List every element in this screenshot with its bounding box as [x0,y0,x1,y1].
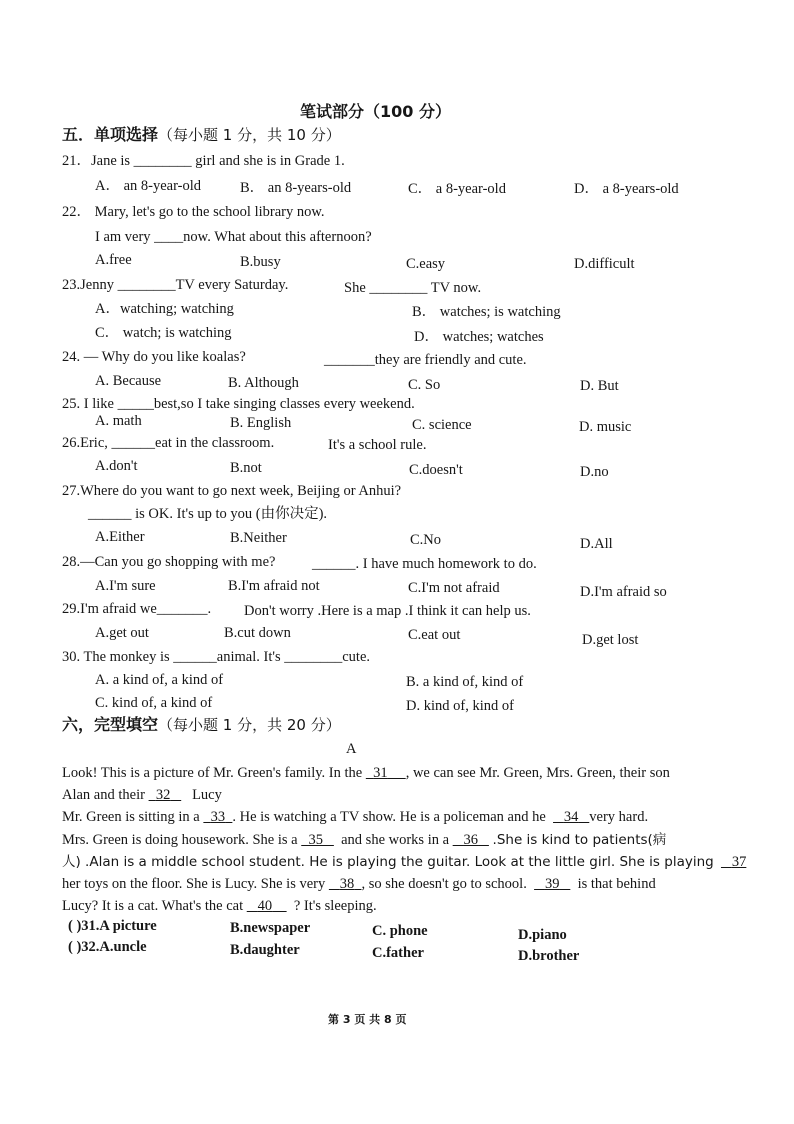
blank-38: 38 [339,876,355,892]
q26-option-d: D.no [580,464,609,480]
question-22: 22． Mary, let's go to the school library now. [62,204,325,220]
question-29: 29.I'm afraid we_______. [62,601,212,617]
passage-line-7 [62,897,377,915]
q26-option-c: C.doesn't [409,462,463,478]
q29-option-b: B.cut down [224,625,291,641]
q25-option-a: A. math [95,413,142,429]
q32-option-d: D.brother [518,948,580,964]
q27-option-d: D.All [580,536,613,552]
section-5-note: （每小题 1 分，共 10 分） [158,126,341,144]
q26-option-b: B.not [230,460,262,476]
passage-text: Mr. Green is sitting in a [62,809,200,825]
blank-36: 36 [463,832,479,848]
section-6-note: （每小题 1 分，共 20 分） [158,716,341,734]
blank-34: 34 [563,809,579,825]
section-5-title: 五．单项选择 [62,125,159,144]
passage-line-2 [62,786,222,804]
q21-option-d: D． a 8-years-old [574,181,679,197]
passage-label: A [346,741,357,757]
q29-option-c: C.eat out [408,627,461,643]
passage-text: Look! This is a picture of Mr. Green's family. In the [62,765,363,781]
q30-option-a: A. a kind of, a kind of [95,672,224,688]
q32-option-c: C.father [372,945,424,961]
passage-text: , so she doesn't go to school. [361,876,527,892]
question-22-line2: I am very ____now. What about this afternoon? [95,229,372,245]
q31-option-d: D.piano [518,927,567,943]
passage-line-3 [62,808,648,826]
passage-text: very hard. [589,809,649,825]
q23-option-a: A．watching; watching [95,301,234,317]
question-23: 23.Jenny ________TV every Saturday. [62,277,289,293]
question-30: 30. The monkey is ______animal. It's ________cute. [62,649,371,665]
section-6-title: 六，完型填空 [62,715,159,734]
passage-text: 人) .Alan is a middle school student. He is playing the guitar. Look at the little girl. She is playing [62,854,714,870]
q28-option-b: B.I'm afraid not [228,578,320,594]
question-28-line2: ______. I have much homework to do. [312,556,537,572]
passage-text: ? It's sleeping. [293,898,377,914]
blank-35: 35 [308,832,323,848]
passage-text: Mrs. Green is doing housework. She is a [62,832,298,848]
question-27-line2: ______ is OK. It's up to you (由你决定). [88,506,328,522]
question-29-line2: Don't worry .Here is a map .I think it can help us. [244,603,531,619]
question-27: 27.Where do you want to go next week, Beijing or Anhui? [62,483,402,499]
passage-text: is that behind [577,876,656,892]
q25-option-c: C. science [412,417,472,433]
q23-option-d: D． watches; watches [414,329,544,345]
q24-option-d: D. But [580,378,619,394]
q21-option-c: C． a 8-year-old [408,181,506,197]
q32-option-b: B.daughter [230,942,300,958]
passage-line-5 [62,853,746,871]
passage-text: Lucy? It is a cat. What's the cat [62,898,244,914]
question-24-line2: _______they are friendly and cute. [324,352,527,368]
question-25: 25. I like _____best,so I take singing classes every weekend. [62,396,415,412]
q25-option-d: D. music [579,419,632,435]
blank-33: 33 [210,809,226,825]
blank-32: 32 [155,787,171,803]
q30-option-d: D. kind of, kind of [406,698,514,714]
q22-option-b: B.busy [240,254,281,270]
page-title: 笔试部分（100 分） [300,102,451,121]
q28-option-d: D.I'm afraid so [580,584,667,600]
blank-40: 40 [257,898,273,914]
q24-option-b: B. Although [228,375,299,391]
blank-39: 39 [544,876,560,892]
question-28: 28.—Can you go shopping with me? [62,554,276,570]
blank-37: 37 [731,854,747,870]
q27-option-b: B.Neither [230,530,287,546]
q26-option-a: A.don't [95,458,138,474]
q30-option-c: C. kind of, a kind of [95,695,213,711]
q22-option-a: A.free [95,252,132,268]
passage-text: Lucy [192,787,222,803]
q21-option-a: A． an 8-year-old [95,178,202,194]
passage-text: and she works in a [341,832,450,848]
section-6-heading [62,716,341,734]
passage-line-4 [62,831,666,849]
question-21: 21．Jane is ________ girl and she is in Grade 1. [62,153,345,169]
q23-option-b: B． watches; is watching [412,304,561,320]
q22-option-c: C.easy [406,256,446,272]
page-footer: 第 3 页 共 8 页 [328,1013,407,1026]
q29-option-d: D.get lost [582,632,639,648]
q32-label: ( )32.A.uncle [68,939,147,955]
passage-text: .She is kind to patients(病 [492,832,667,848]
blank-31: 31 [373,765,388,781]
q24-option-a: A. Because [95,373,162,389]
question-26: 26.Eric, ______eat in the classroom. [62,435,275,451]
passage-text: her toys on the floor. She is Lucy. She is very [62,876,326,892]
passage-line-1 [62,764,670,782]
passage-text: . He is watching a TV show. He is a policeman and he [232,809,546,825]
q31-option-c: C. phone [372,923,428,939]
question-24: 24. — Why do you like koalas? [62,349,246,365]
q24-option-c: C. So [408,377,441,393]
question-23-line2: She ________ TV now. [344,280,482,296]
q22-option-d: D.difficult [574,256,635,272]
q31-option-b: B.newspaper [230,920,311,936]
passage-line-6 [62,875,656,893]
passage-text: , we can see Mr. Green, Mrs. Green, their son [405,765,670,781]
q27-option-c: C.No [410,532,442,548]
q29-option-a: A.get out [95,625,149,641]
q30-option-b: B. a kind of, kind of [406,674,524,690]
q31-label: ( )31.A picture [68,918,157,934]
q23-option-c: C． watch; is watching [95,325,232,341]
section-5-heading [62,126,341,144]
q25-option-b: B. English [230,415,292,431]
question-26-line2: It's a school rule. [328,437,427,453]
passage-text: Alan and their [62,787,145,803]
q28-option-a: A.I'm sure [95,578,156,594]
q28-option-c: C.I'm not afraid [408,580,500,596]
q21-option-b: B． an 8-years-old [240,180,352,196]
q27-option-a: A.Either [95,529,145,545]
